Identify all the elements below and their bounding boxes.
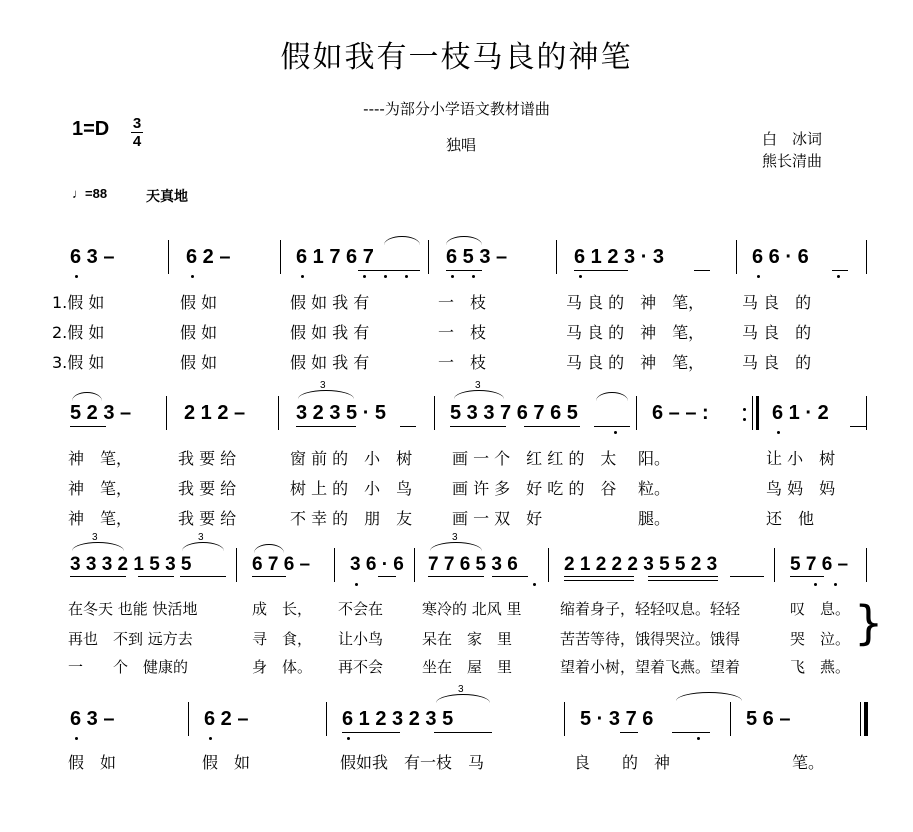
- octave-dot: [834, 583, 837, 586]
- beam: [648, 576, 718, 577]
- octave-dot: [363, 275, 366, 278]
- barline: [548, 548, 549, 582]
- beam: [446, 270, 482, 271]
- time-signature: [131, 116, 143, 149]
- beam: [832, 270, 848, 271]
- barline: [434, 396, 435, 430]
- barline: [730, 702, 731, 736]
- measure: 3 6 · 6: [350, 554, 404, 575]
- beam: [434, 732, 492, 733]
- measure: 7 7 6 5 3 6: [428, 554, 518, 575]
- measure: 6 1 2 3 2 3 5: [342, 708, 454, 730]
- repeat-barline: [752, 396, 753, 430]
- barline: [326, 702, 327, 736]
- octave-dot: [614, 431, 617, 434]
- octave-dot: [472, 275, 475, 278]
- barline: [866, 396, 867, 430]
- beam: [296, 426, 356, 427]
- beam: [790, 576, 824, 577]
- octave-dot: [75, 737, 78, 740]
- measure: 2 1 2 2 2 3 5 5 2 3: [564, 554, 718, 575]
- octave-dot: [837, 275, 840, 278]
- barline: [774, 548, 775, 582]
- measure: 5 6 –: [746, 708, 791, 730]
- measure: 6 1 · 2: [772, 402, 829, 424]
- final-barline-thick: [864, 702, 868, 736]
- octave-dot: [301, 275, 304, 278]
- measure: 6 6 · 6: [752, 246, 809, 268]
- measure: 3 2 3 5 · 5: [296, 402, 387, 424]
- barline: [428, 240, 429, 274]
- octave-dot: [579, 275, 582, 278]
- barline: [414, 548, 415, 582]
- octave-dot: [75, 275, 78, 278]
- beam: [574, 270, 628, 271]
- barline: [168, 240, 169, 274]
- octave-dot: [777, 431, 780, 434]
- barline: [166, 396, 167, 430]
- verse-brace: }: [854, 596, 884, 650]
- composer-credit: 熊长清曲: [762, 152, 823, 170]
- octave-dot: [209, 737, 212, 740]
- time-bottom: 4: [132, 133, 142, 150]
- octave-dot: [757, 275, 760, 278]
- barline: [188, 702, 189, 736]
- expression-marking: 天真地: [146, 189, 188, 205]
- measure: 2 1 2 –: [184, 402, 246, 424]
- measure: 6 3 –: [70, 246, 115, 268]
- slur: [182, 542, 224, 551]
- key-signature: 1=D: [72, 118, 110, 140]
- lyricist-credit: 白 冰词: [762, 130, 823, 148]
- slur: [596, 392, 628, 401]
- beam: [594, 426, 630, 427]
- slur: [430, 542, 482, 551]
- barline: [236, 548, 237, 582]
- triplet-mark: 3: [458, 684, 464, 695]
- beam: [180, 576, 226, 577]
- final-barline: [860, 702, 861, 736]
- barline: [556, 240, 557, 274]
- measure: 5 3 3 7 6 7 6 5: [450, 402, 578, 424]
- barline: [866, 548, 867, 582]
- octave-dot: [347, 737, 350, 740]
- octave-dot: [451, 275, 454, 278]
- beam: [620, 732, 638, 733]
- octave-dot: [191, 275, 194, 278]
- slur: [72, 542, 124, 551]
- beam: [694, 270, 710, 271]
- triplet-mark: 3: [452, 532, 458, 543]
- beam: [138, 576, 174, 577]
- measure: 5 7 6 –: [790, 554, 849, 575]
- octave-dot: [533, 583, 536, 586]
- slur: [384, 236, 420, 245]
- measure: 6 3 –: [70, 708, 115, 730]
- measure: 6 2 –: [204, 708, 249, 730]
- slur: [298, 390, 354, 399]
- measure: 5 2 3 –: [70, 402, 132, 424]
- beam: [342, 732, 400, 733]
- octave-dot: [355, 583, 358, 586]
- repeat-dot: [743, 418, 746, 421]
- barline: [636, 396, 637, 430]
- slur: [436, 694, 490, 703]
- barline: [278, 396, 279, 430]
- beam: [564, 580, 634, 581]
- beam: [730, 576, 764, 577]
- beam: [358, 270, 420, 271]
- measure: 5 · 3 7 6: [580, 708, 654, 730]
- time-top: 3: [132, 115, 142, 132]
- measure: 6 7 6 –: [252, 554, 311, 575]
- performance-type: 独唱: [446, 136, 477, 154]
- measure: 6 5 3 –: [446, 246, 508, 268]
- beam: [400, 426, 416, 427]
- triplet-mark: 3: [198, 532, 204, 543]
- song-subtitle: ----为部分小学语文教材谱曲: [363, 100, 550, 118]
- barline: [280, 240, 281, 274]
- beam: [492, 576, 528, 577]
- beam: [428, 576, 484, 577]
- triplet-mark: 3: [320, 380, 326, 391]
- tempo-marking: ♩=88: [72, 186, 108, 201]
- octave-dot: [384, 275, 387, 278]
- beam: [648, 580, 718, 581]
- slur: [72, 392, 102, 401]
- beam: [450, 426, 506, 427]
- slur: [446, 236, 482, 245]
- song-title: 假如我有一枝马良的神笔: [280, 40, 633, 75]
- octave-dot: [814, 583, 817, 586]
- triplet-mark: 3: [475, 380, 481, 391]
- beam: [70, 426, 106, 427]
- barline: [334, 548, 335, 582]
- beam: [252, 576, 286, 577]
- measure: 3 3 3 2 1 5 3 5: [70, 554, 192, 575]
- slur: [676, 692, 742, 701]
- octave-dot: [697, 737, 700, 740]
- beam: [70, 576, 126, 577]
- beam: [672, 732, 710, 733]
- slur: [254, 544, 284, 553]
- octave-dot: [405, 275, 408, 278]
- barline: [866, 240, 867, 274]
- measure: 6 1 2 3 · 3: [574, 246, 665, 268]
- beam: [850, 426, 866, 427]
- repeat-barline-thick: [756, 396, 759, 430]
- triplet-mark: 3: [92, 532, 98, 543]
- beam: [378, 576, 396, 577]
- measure: 6 1 7 6 7: [296, 246, 374, 268]
- barline: [736, 240, 737, 274]
- beam: [564, 576, 634, 577]
- barline: [564, 702, 565, 736]
- slur: [454, 390, 504, 399]
- measure: 6 2 –: [186, 246, 231, 268]
- repeat-dot: [743, 408, 746, 411]
- measure: 6 – – :: [652, 402, 709, 424]
- beam: [524, 426, 580, 427]
